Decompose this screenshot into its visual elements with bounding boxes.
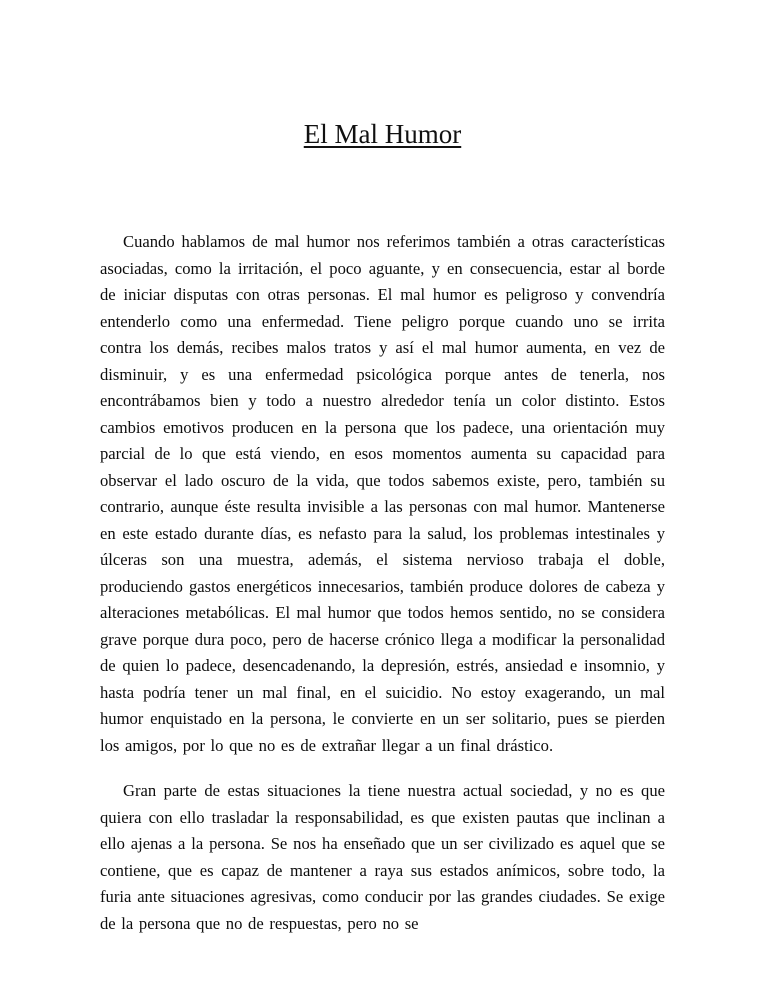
document-title: El Mal Humor bbox=[303, 119, 462, 149]
document-body bbox=[100, 229, 665, 937]
paragraph-1: Cuando hablamos de mal humor nos referimos también a otras características asociadas, como la irritación, el poco aguante, y en consecuencia, estar al borde de iniciar disputas con otras personas. El mal humor es peligroso y convendría entenderlo como una enfermedad. Tiene peligro porque cuando uno se irrita contra los demás, recibes malos tratos y así el mal humor aumenta, en vez de disminuir, y es una enfermedad psicológica porque antes de tenerla, nos encontrábamos bien y todo a nuestro alrededor tenía un color distinto. Estos cambios emotivos producen en la persona que los padece, una orientación muy parcial de lo que está viendo, en esos momentos aumenta su capacidad para observar el lado oscuro de la vida, que todos sabemos existe, pero, también su contrario, aunque éste resulta invisible a las personas con mal humor. Mantenerse en este estado durante días, es nefasto para la salud, los problemas intestinales y úlceras son una muestra, además, el sistema nervioso trabaja el doble, produciendo gastos energéticos innecesarios, también produce dolores de cabeza y alteraciones metabólicas. El mal humor que todos hemos sentido, no se considera grave porque dura poco, pero de hacerse crónico llega a modificar la personalidad de quien lo padece, desencadenando, la depresión, estrés, ansiedad e insomnio, y hasta podría tener un mal final, en el suicidio. No estoy exagerando, un mal humor enquistado en la persona, le convierte en un ser solitario, pues se pierden los amigos, por lo que no es de extrañar llegar a un final drástico. bbox=[100, 232, 665, 755]
paragraph-2: Gran parte de estas situaciones la tiene nuestra actual sociedad, y no es que quiera con ello trasladar la responsabilidad, es que existen pautas que inclinan a ello ajenas a la persona. Se nos ha enseñado que un ser civilizado es aquel que se contiene, que es capaz de mantener a raya sus estados anímicos, sobre todo, la furia ante situaciones agresivas, como conducir por las grandes ciudades. Se exige de la persona que no de respuestas, pero no se bbox=[100, 781, 665, 933]
